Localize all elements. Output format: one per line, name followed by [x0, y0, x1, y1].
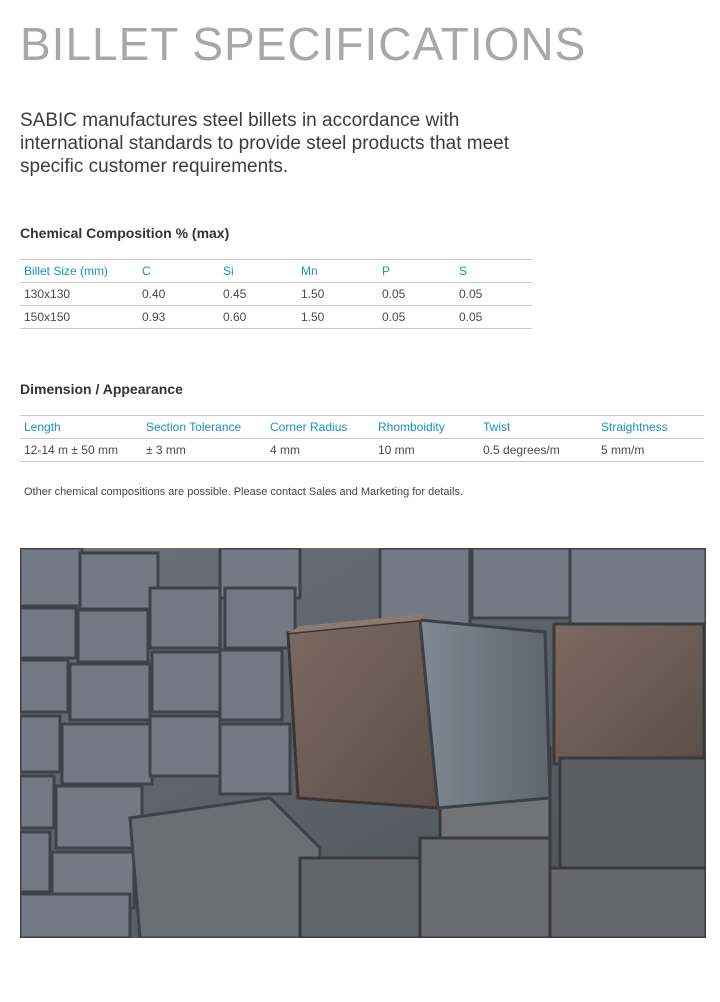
steel-billets-photo	[20, 548, 706, 938]
table-cell: 150x150	[20, 306, 138, 329]
intro-paragraph: SABIC manufactures steel billets in accordance with international standards to provide steel products that meet specific customer requirements.	[20, 110, 510, 177]
chemical-header-row	[20, 260, 532, 283]
col-header: P	[378, 260, 455, 283]
table-cell: 0.45	[219, 283, 297, 306]
col-header: Straightness	[597, 416, 704, 439]
table-cell: 0.5 degrees/m	[479, 439, 597, 462]
dimension-heading: Dimension / Appearance	[20, 381, 183, 397]
table-cell: 12-14 m ± 50 mm	[20, 439, 142, 462]
dimension-header-row	[20, 416, 704, 439]
footnote: Other chemical compositions are possible. Please contact Sales and Marketing for details.	[24, 486, 463, 498]
col-header: Twist	[479, 416, 597, 439]
table-cell: 0.93	[138, 306, 219, 329]
table-cell: 0.05	[378, 306, 455, 329]
table-cell: 0.05	[455, 306, 532, 329]
table-cell: 0.60	[219, 306, 297, 329]
col-header: Section Tolerance	[142, 416, 266, 439]
col-header: Length	[20, 416, 142, 439]
page-title: BILLET SPECIFICATIONS	[20, 18, 587, 70]
chemical-table	[20, 259, 532, 329]
col-header: Billet Size (mm)	[20, 260, 138, 283]
col-header: S	[455, 260, 532, 283]
col-header: Si	[219, 260, 297, 283]
col-header: C	[138, 260, 219, 283]
col-header: Mn	[297, 260, 378, 283]
table-cell: 1.50	[297, 306, 378, 329]
table-row	[20, 283, 532, 306]
col-header: Corner Radius	[266, 416, 374, 439]
table-cell: 0.05	[455, 283, 532, 306]
billets-illustration	[20, 548, 706, 938]
table-cell: 4 mm	[266, 439, 374, 462]
table-cell: 0.40	[138, 283, 219, 306]
table-cell: 130x130	[20, 283, 138, 306]
table-row	[20, 306, 532, 329]
table-cell: 1.50	[297, 283, 378, 306]
table-cell: 0.05	[378, 283, 455, 306]
table-cell: 5 mm/m	[597, 439, 704, 462]
col-header: Rhomboidity	[374, 416, 479, 439]
table-cell: ± 3 mm	[142, 439, 266, 462]
table-cell: 10 mm	[374, 439, 479, 462]
table-row	[20, 439, 704, 462]
chemical-heading: Chemical Composition % (max)	[20, 225, 230, 241]
dimension-table	[20, 415, 704, 462]
